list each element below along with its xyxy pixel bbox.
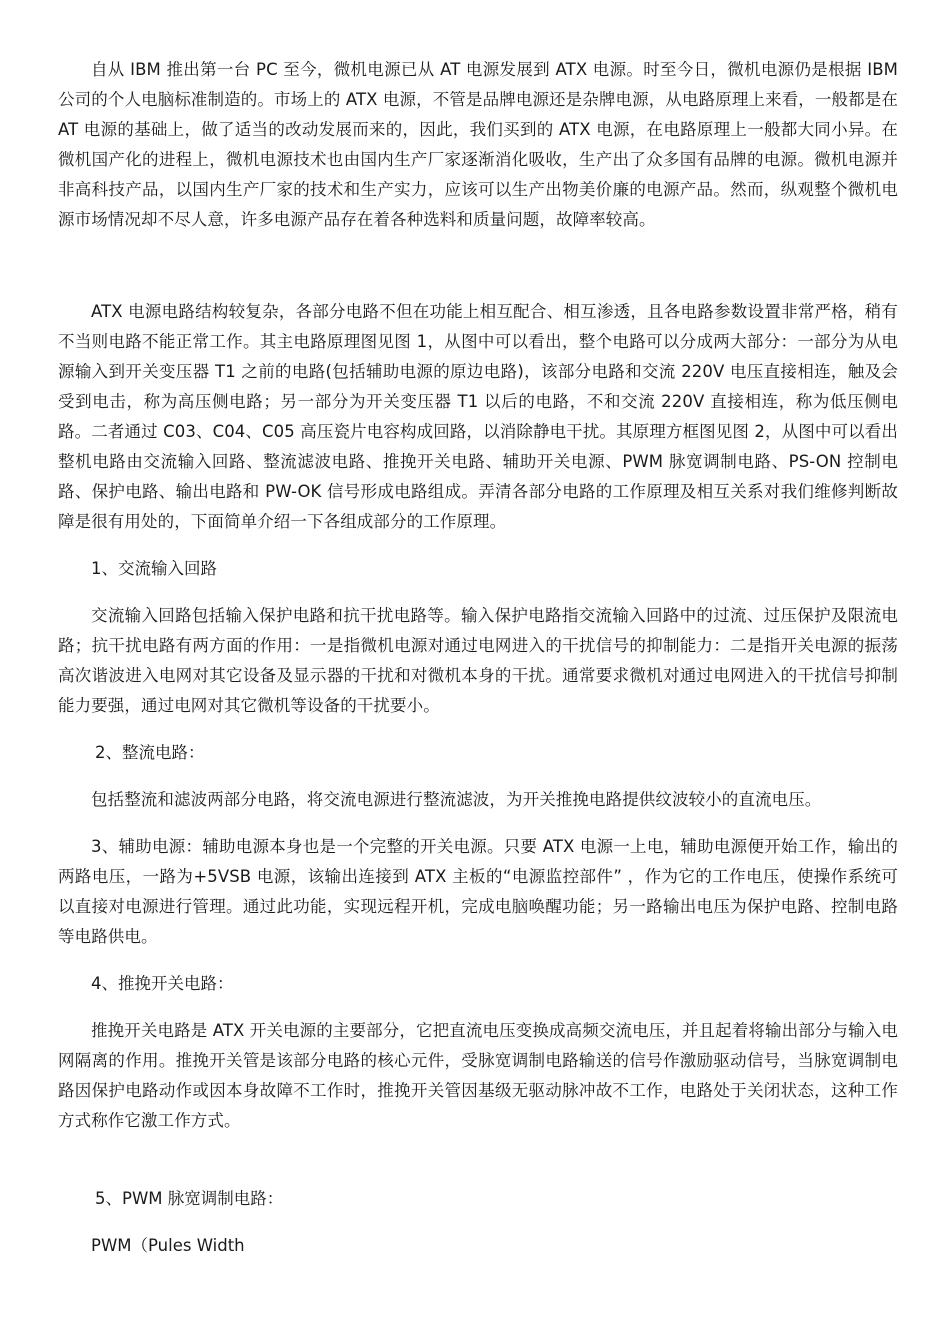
section-4-heading: 4、推挽开关电路： xyxy=(91,974,234,993)
document-page xyxy=(58,55,898,1261)
section-2-paragraph: 包括整流和滤波两部分电路，将交流电源进行整流滤波，为开关推挽电路提供纹波较小的直流电压。 xyxy=(91,790,822,809)
section-4-paragraph: 推挽开关电路是 ATX 开关电源的主要部分，它把直流电压变换成高频交流电压，并且起着将输出部分与输入电网隔离的作用。推挽开关管是该部分电路的核心元件，受脉宽调制电路输送的信号作激励驱动信号，当脉宽调制电路因保护电路动作或因本身故障不工作时，推挽开关管因基级无驱动脉冲故不工作，电路处于关闭状态，这种工作方式称作它激工作方式。 xyxy=(58,1021,898,1130)
section-2-heading: 2、整流电路： xyxy=(95,743,205,762)
section-1-heading: 1、交流输入回路 xyxy=(91,559,217,578)
section-5-heading: 5、PWM 脉宽调制电路： xyxy=(95,1189,284,1208)
section-5-paragraph: PWM（Pules Width xyxy=(91,1236,245,1255)
structure-paragraph: ATX 电源电路结构较复杂，各部分电路不但在功能上相互配合、相互渗透，且各电路参数设置非常严格，稍有不当则电路不能正常工作。其主电路原理图见图 1，从图中可以看出，整个电路可以分成两大部分：一部分为从电源输入到开关变压器 T1 之前的电路(包括辅助电源的原边电路)，该部分电路和交流 220V 电压直接相连，触及会受到电击，称为高压侧电路；另一部分为开关变压器 T1 以后的电路，不和交流 220V 直接相连，称为低压侧电路。二者通过 C03、C04、C05 高压瓷片电容构成回路，以消除静电干扰。其原理方框图见图 2，从图中可以看出整机电路由交流输入回路、整流滤波电路、推挽开关电路、辅助开关电源、PWM 脉宽调制电路、PS-ON 控制电路、保护电路、输出电路和 PW-OK 信号形成电路组成。弄清各部分电路的工作原理及相互关系对我们维修判断故障是很有用处的，下面简单介绍一下各组成部分的工作原理。 xyxy=(58,302,898,531)
intro-paragraph: 自从 IBM 推出第一台 PC 至今，微机电源已从 AT 电源发展到 ATX 电源。时至今日，微机电源仍是根据 IBM 公司的个人电脑标准制造的。市场上的 ATX 电源，不管是品牌电源还是杂牌电源，从电路原理上来看，一般都是在 AT 电源的基础上，做了适当的改动发展而来的，因此，我们买到的 ATX 电源，在电路原理上一般都大同小异。在微机国产化的进程上，微机电源技术也由国内生产厂家逐渐消化吸收，生产出了众多国有品牌的电源。微机电源并非高科技产品，以国内生产厂家的技术和生产实力，应该可以生产出物美价廉的电源产品。然而，纵观整个微机电源市场情况却不尽人意，许多电源产品存在着各种选料和质量问题，故障率较高。 xyxy=(58,60,898,229)
section-3-paragraph: 3、辅助电源：辅助电源本身也是一个完整的开关电源。只要 ATX 电源一上电，辅助电源便开始工作，输出的两路电压，一路为+5VSB 电源，该输出连接到 ATX 主板的“电源监控部件” ，作为它的工作电压，使操作系统可以直接对电源进行管理。通过此功能，实现远程开机，完成电脑唤醒功能；另一路输出电压为保护电路、控制电路等电路供电。 xyxy=(58,837,898,946)
section-1-paragraph: 交流输入回路包括输入保护电路和抗干扰电路等。输入保护电路指交流输入回路中的过流、过压保护及限流电路；抗干扰电路有两方面的作用：一是指微机电源对通过电网进入的干扰信号的抑制能力：二是指开关电源的振荡高次谐波进入电网对其它设备及显示器的干扰和对微机本身的干扰。通常要求微机对通过电网进入的干扰信号抑制能力要强，通过电网对其它微机等设备的干扰要小。 xyxy=(58,606,898,715)
